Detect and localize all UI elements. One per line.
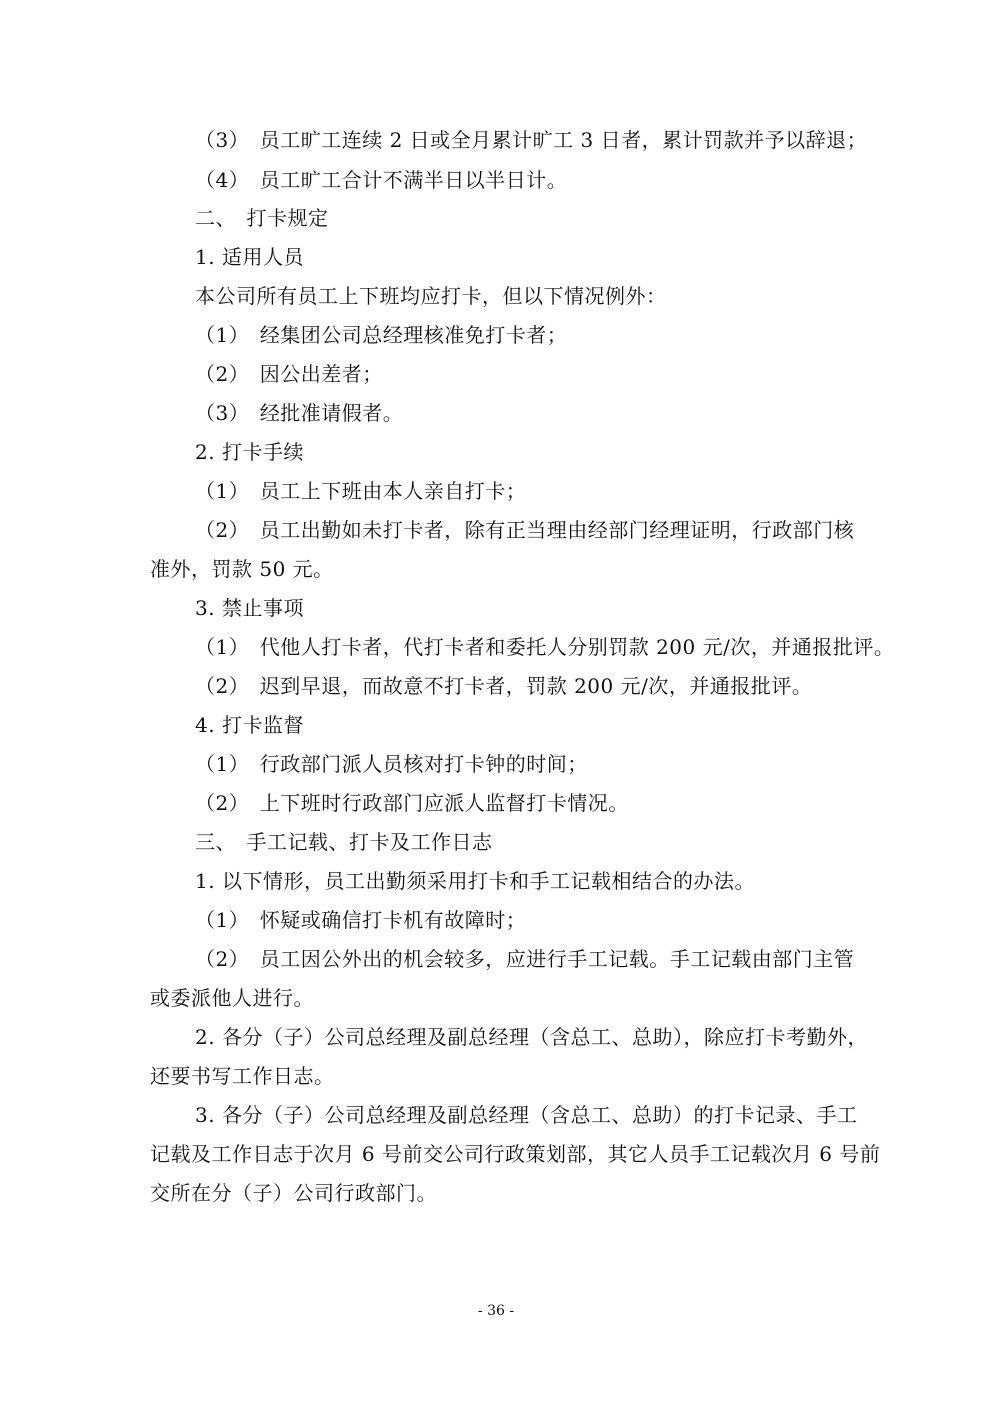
text-line: （1） 行政部门派人员核对打卡钟的时间； (195, 752, 588, 776)
text-line: （2） 因公出差者； (195, 362, 383, 386)
text-line: 本公司所有员工上下班均应打卡，但以下情况例外： (195, 284, 667, 308)
text-line: （4） 员工旷工合计不满半日以半日计。 (195, 168, 568, 192)
section-heading: 三、 手工记载、打卡及工作日志 (195, 830, 493, 854)
text-line: 1. 以下情形，员工出勤须采用打卡和手工记载相结合的办法。 (195, 869, 755, 893)
page-number: - 36 - (477, 1303, 515, 1319)
text-line: （3） 经批准请假者。 (195, 401, 404, 425)
section-heading: 二、 打卡规定 (195, 206, 329, 230)
text-line: （2） 上下班时行政部门应派人监督打卡情况。 (195, 791, 629, 815)
text-line: 记载及工作日志于次月 6 号前交公司行政策划部，其它人员手工记载次月 6 号前 (150, 1142, 881, 1166)
text-line: （2） 迟到早退，而故意不打卡者，罚款 200 元/次，并通报批评。 (195, 674, 813, 698)
text-line: （1） 代他人打卡者，代打卡者和委托人分别罚款 200 元/次，并通报批评。 (195, 635, 895, 659)
subsection-heading: 4. 打卡监督 (195, 713, 304, 737)
text-line: 交所在分（子）公司行政部门。 (150, 1181, 437, 1205)
subsection-heading: 2. 打卡手续 (195, 440, 304, 464)
text-line: （2） 员工出勤如未打卡者，除有正当理由经部门经理证明，行政部门核 (195, 518, 855, 542)
text-line: （1） 员工上下班由本人亲自打卡； (195, 479, 527, 503)
text-line: 2. 各分（子）公司总经理及副总经理（含总工、总助），除应打卡考勤外， (195, 1025, 868, 1049)
text-line: 3. 各分（子）公司总经理及副总经理（含总工、总助）的打卡记录、手工 (195, 1103, 858, 1127)
subsection-heading: 3. 禁止事项 (195, 596, 304, 620)
text-line: （1） 怀疑或确信打卡机有故障时； (195, 908, 527, 932)
text-line: 还要书写工作日志。 (150, 1064, 335, 1088)
text-line: （3） 员工旷工连续 2 日或全月累计旷工 3 日者，累计罚款并予以辞退； (195, 128, 868, 152)
text-line: 准外，罚款 50 元。 (150, 557, 334, 581)
text-line: 或委派他人进行。 (150, 986, 314, 1010)
text-line: （1） 经集团公司总经理核准免打卡者； (195, 323, 568, 347)
text-line: （2） 员工因公外出的机会较多，应进行手工记载。手工记载由部门主管 (195, 947, 855, 971)
subsection-heading: 1. 适用人员 (195, 245, 304, 269)
